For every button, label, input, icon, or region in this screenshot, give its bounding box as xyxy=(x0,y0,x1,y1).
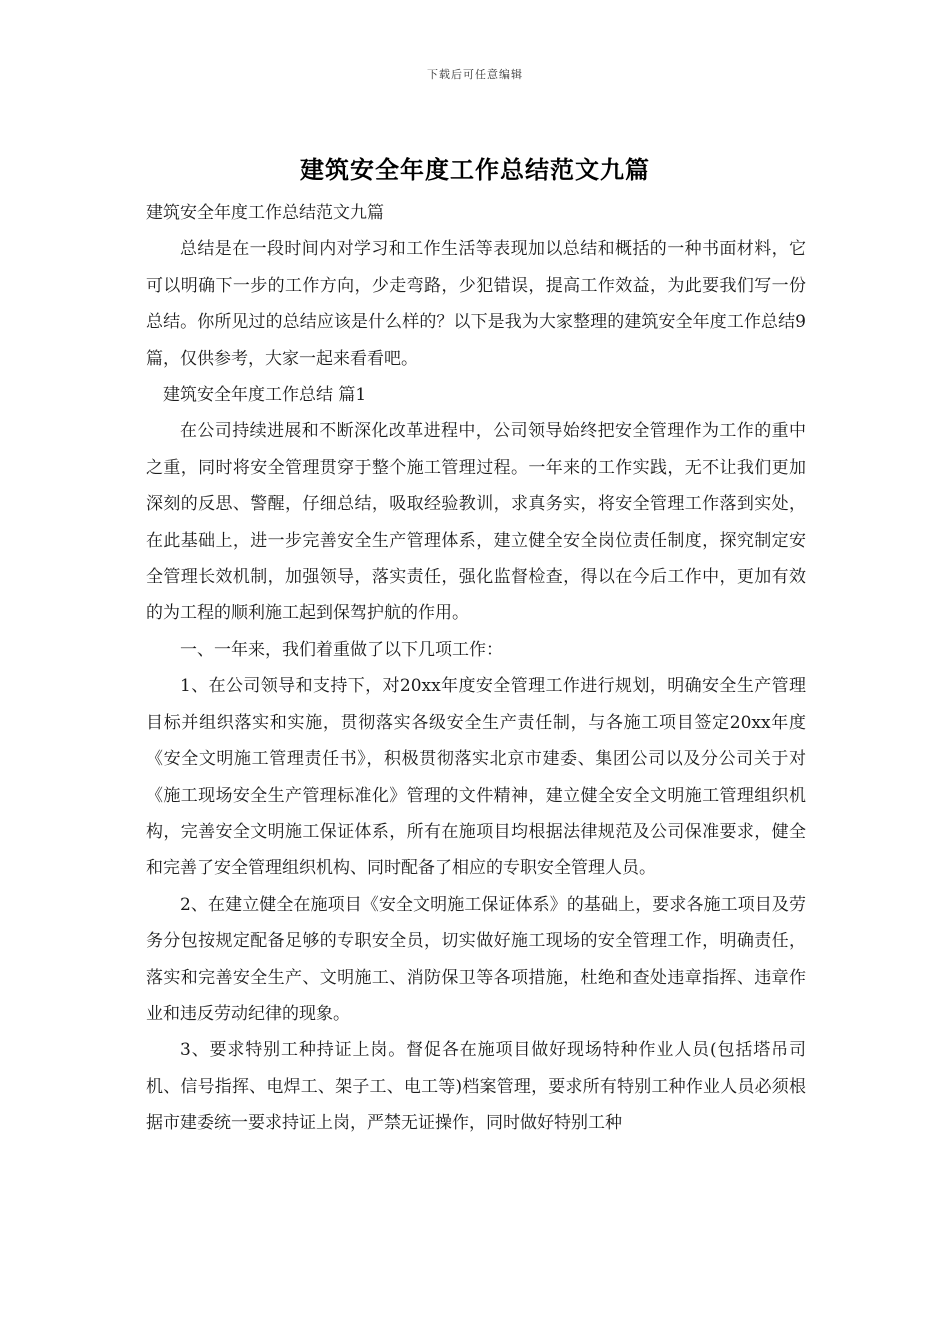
body-paragraph: 在公司持续进展和不断深化改革进程中，公司领导始终把安全管理作为工作的重中之重，同时将安全管理贯穿于整个施工管理过程。一年来的工作实践，无不让我们更加深刻的反思、警醒，仔细总结，吸取经验教训，求真务实，将安全管理工作落到实处，在此基础上，进一步完善安全生产管理体系，建立健全安全岗位责任制度，探究制定安全管理长效机制，加强领导，落实责任，强化监督检查，得以在今后工作中，更加有效的为工程的顺利施工起到保驾护航的作用。 xyxy=(146,421,806,624)
body-paragraph: 2、在建立健全在施项目《安全文明施工保证体系》的基础上，要求各施工项目及劳务分包按规定配备足够的专职安全员，切实做好施工现场的安全管理工作，明确责任，落实和完善安全生产、文明施工、消防保卫等各项措施，杜绝和查处违章指挥、违章作业和违反劳动纪律的现象。 xyxy=(146,894,806,1024)
body-paragraph: 1、在公司领导和支持下，对20xx年度安全管理工作进行规划，明确安全生产管理目标并组织落实和实施，贯彻落实各级安全生产责任制，与各施工项目签定20xx年度《安全文明施工管理责任书》，积极贯彻落实北京市建委、集团公司以及分公司关于对《施工现场安全生产管理标准化》管理的文件精神，建立健全安全文明施工管理组织机构，完善安全文明施工保证体系，所有在施项目均根据法律规范及公司保准要求，健全和完善了安全管理组织机构、同时配备了相应的专职安全管理人员。 xyxy=(146,676,806,879)
subtitle-paragraph: 建筑安全年度工作总结范文九篇 xyxy=(146,203,384,223)
intro-paragraph: 总结是在一段时间内对学习和工作生活等表现加以总结和概括的一种书面材料，它可以明确下一步的工作方向，少走弯路，少犯错误，提高工作效益，为此要我们写一份总结。你所见过的总结应该是什么样的？以下是我为大家整理的建筑安全年度工作总结9篇，仅供参考，大家一起来看看吧。 xyxy=(146,239,806,369)
document-body xyxy=(146,195,806,1142)
header-note: 下载后可任意编辑 xyxy=(427,68,523,81)
body-paragraph: 3、要求特别工种持证上岗。督促各在施项目做好现场特种作业人员(包括塔吊司机、信号指挥、电焊工、架子工、电工等)档案管理，要求所有特别工种作业人员必须根据市建委统一要求持证上岗，严禁无证操作，同时做好特别工种 xyxy=(146,1040,806,1134)
section-heading: 建筑安全年度工作总结 篇1 xyxy=(163,385,367,406)
body-paragraph: 一、一年来，我们着重做了以下几项工作： xyxy=(180,639,503,660)
document-title: 建筑安全年度工作总结范文九篇 xyxy=(300,155,650,184)
